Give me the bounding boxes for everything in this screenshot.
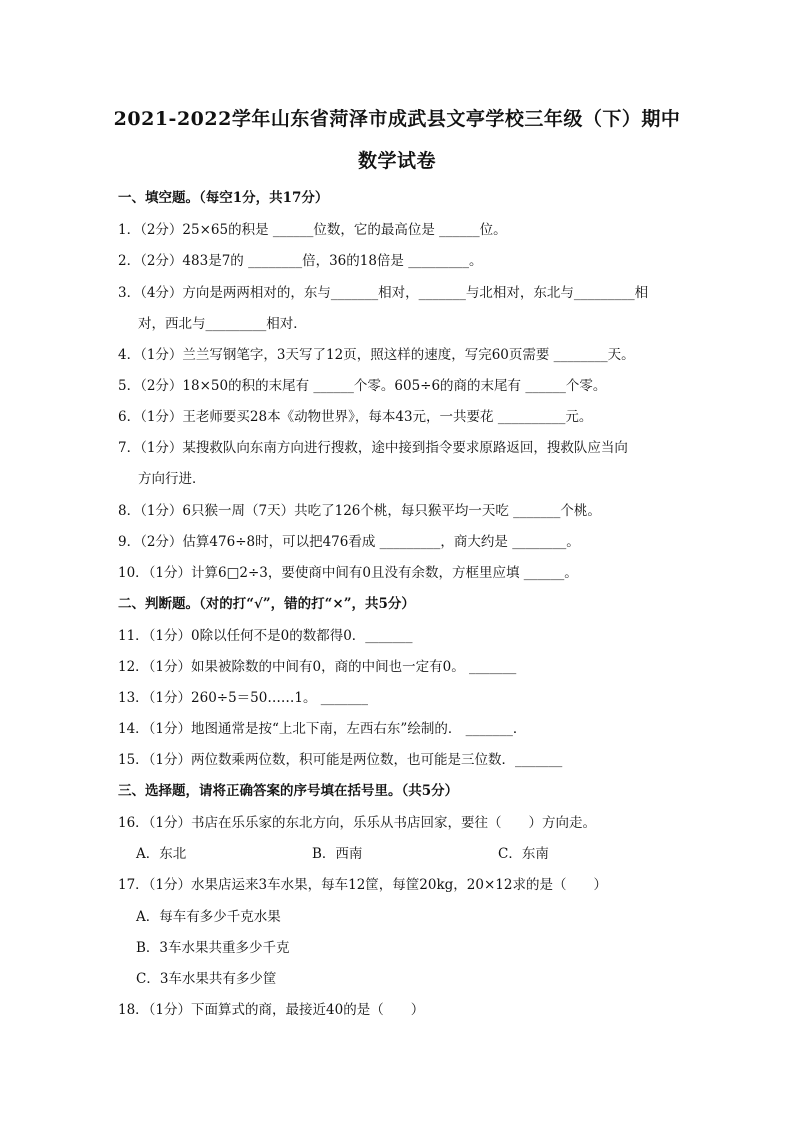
question-4: 4．（1分）兰兰写钢笔字，3天写了12页，照这样的速度，写完60页需要 ________天。 xyxy=(118,347,635,363)
q17-option-a: A．每车有多少千克水果 xyxy=(136,909,281,925)
q16-option-b: B．西南 xyxy=(312,846,363,862)
question-15: 15．（1分）两位数乘两位数，积可能是两位数，也可能是三位数．_______ xyxy=(118,752,563,768)
question-10: 10．（1分）计算6□2÷3，要使商中间有0且没有余数，方框里应填 ______。 xyxy=(118,565,578,581)
question-2: 2．（2分）483是7的 ________倍，36的18倍是 _________。 xyxy=(118,253,483,269)
question-17: 17．（1分）水果店运来3车水果，每车12筐，每筐20kg，20×12求的是（ ） xyxy=(118,877,607,893)
paper-title-line2: 数学试卷 xyxy=(357,150,436,172)
question-14: 14．（1分）地图通常是按“上北下南，左西右东”绘制的． _______． xyxy=(118,721,527,737)
paper-title-line1: 2021-2022学年山东省菏泽市成武县文亭学校三年级（下）期中 xyxy=(113,108,681,130)
question-3-line2: 对，西北与_________相对． xyxy=(138,316,307,332)
question-6: 6．（1分）王老师要买28本《动物世界》，每本43元，一共要花 __________元。 xyxy=(118,409,593,425)
q16-option-c: C．东南 xyxy=(498,846,549,862)
q17-option-b: B．3车水果共重多少千克 xyxy=(136,940,290,956)
question-1: 1．（2分）25×65的积是 ______位数，它的最高位是 ______位。 xyxy=(118,222,507,238)
question-12: 12．（1分）如果被除数的中间有0，商的中间也一定有0。 _______ xyxy=(118,659,517,675)
question-11: 11．（1分）0除以任何不是0的数都得0．_______ xyxy=(118,628,413,644)
question-16: 16．（1分）书店在乐乐家的东北方向，乐乐从书店回家，要往（ ）方向走。 xyxy=(118,815,597,831)
question-8: 8．（1分）6只猴一周（7天）共吃了126个桃，每只猴平均一天吃 _______个桃。 xyxy=(118,503,601,519)
section-judge-heading: 二、判断题。（对的打“√”，错的打“×”，共5分） xyxy=(118,596,415,612)
q17-option-c: C．3车水果共有多少筐 xyxy=(136,971,277,987)
question-5: 5．（2分）18×50的积的末尾有 ______个零。605÷6的商的末尾有 ______个零。 xyxy=(118,378,607,394)
question-13: 13．（1分）260÷5＝50……1。 _______ xyxy=(118,690,368,706)
question-3-line1: 3．（4分）方向是两两相对的，东与_______相对，_______与北相对，东北与_________相 xyxy=(118,285,649,301)
q16-option-a: A．东北 xyxy=(136,846,187,862)
question-7-line1: 7．（1分）某搜救队向东南方向进行搜救，途中接到指令要求原路返回，搜救队应当向 xyxy=(118,440,628,456)
question-7-line2: 方向行进． xyxy=(138,471,206,487)
section-choice-heading: 三、选择题，请将正确答案的序号填在括号里。（共5分） xyxy=(118,783,459,799)
question-18: 18．（1分）下面算式的商，最接近40的是（ ） xyxy=(118,1002,425,1018)
question-9: 9．（2分）估算476÷8时，可以把476看成 _________，商大约是 ________。 xyxy=(118,534,580,550)
section-fill-heading: 一、填空题。（每空1分，共17分） xyxy=(118,190,329,206)
